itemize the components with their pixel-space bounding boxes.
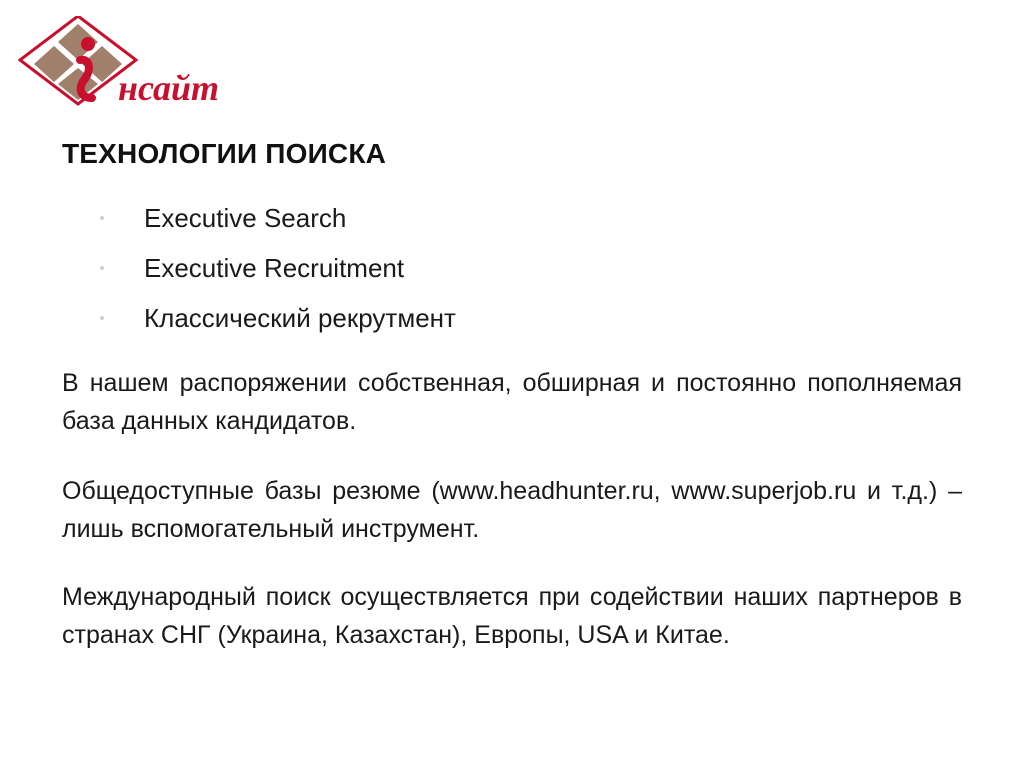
- bullet-text: Executive Search: [144, 203, 347, 233]
- paragraph-international-search: Международный поиск осуществляется при содействии наших партнеров в странах СНГ (Украина, Казахстан), Европы, USA и Китае.: [62, 583, 962, 649]
- bullet-text: Executive Recruitment: [144, 253, 405, 283]
- bullet-dot-icon: [100, 266, 104, 270]
- company-logo: [18, 16, 258, 106]
- bullet-text: Классический рекрутмент: [144, 303, 456, 333]
- logo-i-dot: [81, 37, 95, 51]
- bullet-dot-icon: [100, 216, 104, 220]
- slide-title: ТЕХНОЛОГИИ ПОИСКА: [62, 138, 387, 169]
- logo-wordmark: нсайт: [118, 68, 220, 106]
- paragraph-public-databases: Общедоступные базы резюме (www.headhunter.ru, www.superjob.ru и т.д.) – лишь вспомогательный инструмент.: [62, 477, 962, 543]
- paragraph-database: В нашем распоряжении собственная, обширная и постоянно пополняемая база данных кандидатов.: [62, 369, 962, 435]
- bullet-dot-icon: [100, 316, 104, 320]
